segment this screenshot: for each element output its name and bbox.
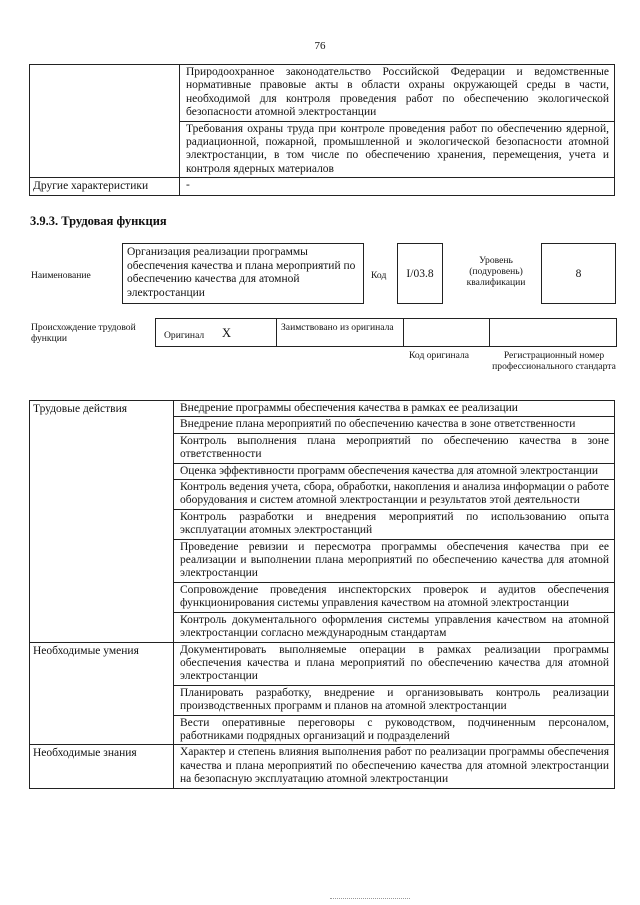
row-label: Необходимые знания [30,745,174,788]
page-bottom-divider [330,898,410,899]
row-item: Проведение ревизии и пересмотра программы обеспечения качества при ее реализации и выполнении плана мероприятий по обеспечению качества для атомной электростанции [174,539,615,582]
level-label: Уровень (подуровень) квалификации [466,255,526,288]
row-item: Контроль разработки и внедрения мероприятий по использованию опыта эксплуатации атомных электростанций [174,509,615,539]
table-row [30,401,615,417]
table-row [30,178,615,196]
row-label [30,65,180,178]
origin-divider-3 [489,318,490,347]
origin-divider-2 [403,318,404,347]
page-number: 76 [314,40,326,52]
table-row [30,745,615,788]
row-label: Другие характеристики [30,178,180,196]
origin-divider-1 [276,318,277,347]
level-box [541,243,616,304]
top-knowledge-table [29,64,615,196]
row-item: Оценка эффективности программ обеспечения качества для атомной электростанции [174,463,615,479]
code-box [397,243,443,304]
function-name-box [122,243,364,304]
labor-function-table [29,400,615,789]
code-original-label: Код оригинала [409,350,470,361]
reg-number-label: Регистрационный номер профессионального стандарта [492,350,616,372]
row-item: Контроль документального оформления системы управления качеством на атомной электростанции согласно международным стандартам [174,612,615,642]
row-item: Природоохранное законодательство Российской Федерации и ведомственные нормативные правовые акты в области охраны окружающей среды в части, необходимой для контроля проведения работ по обеспечению экологической безопасности атомной электростанции [180,65,615,122]
original-label: Оригинал [164,330,205,341]
table-row [30,65,615,122]
code-value: I/03.8 [406,268,434,280]
row-label: Трудовые действия [30,401,174,643]
row-item: - [180,178,615,196]
row-label: Необходимые умения [30,642,174,745]
row-item: Вести оперативные переговоры с руководством, подчиненным персоналом, работниками подрядных организаций и подразделений [174,715,615,745]
row-item: Внедрение плана мероприятий по обеспечению качества в зоне ответственности [174,417,615,433]
row-item: Требования охраны труда при контроле проведения работ по обеспечению ядерной, радиационной, пожарной, промышленной и экологической безопасности атомной электростанции, в том числе по обеспечению хранения, перемещения, учета и контроля ядерных материалов [180,121,615,178]
original-mark: X [222,326,232,340]
code-label: Код [371,270,387,281]
table-row [30,642,615,685]
row-item: Контроль ведения учета, сбора, обработки, накопления и анализа информации о работе оборудования и систем атомной электростанции и результатов этой деятельности [174,480,615,510]
row-item: Планировать разработку, внедрение и организовывать контроль реализации производственных программ и планов на атомной электростанции [174,685,615,715]
row-item: Документировать выполняемые операции в рамках реализации программы обеспечения качества и плана мероприятий по обеспечению качества для атомной электростанции [174,642,615,685]
name-label: Наименование [31,270,91,281]
borrowed-label: Заимствовано из оригинала [281,322,394,333]
level-value: 8 [575,268,582,280]
row-item: Внедрение программы обеспечения качества в рамках ее реализации [174,401,615,417]
row-item: Сопровождение проведения инспекторских проверок и аудитов обеспечения функционирования системы управления качеством на атомной электростанции [174,582,615,612]
section-heading: 3.9.3. Трудовая функция [30,214,167,228]
row-item: Контроль выполнения плана мероприятий по обеспечению качества в зоне ответственности [174,433,615,463]
origin-label: Происхождение трудовой функции [31,322,136,344]
row-item: Характер и степень влияния выполнения работ по реализации программы обеспечения качества и плана мероприятий по обеспечению качества для атомной электростанции на безопасную эксплуатацию атомной электростанции [174,745,615,788]
function-name: Организация реализации программы обеспечения качества и плана мероприятий по обеспечению качества для атомной электростанции [127,246,356,299]
